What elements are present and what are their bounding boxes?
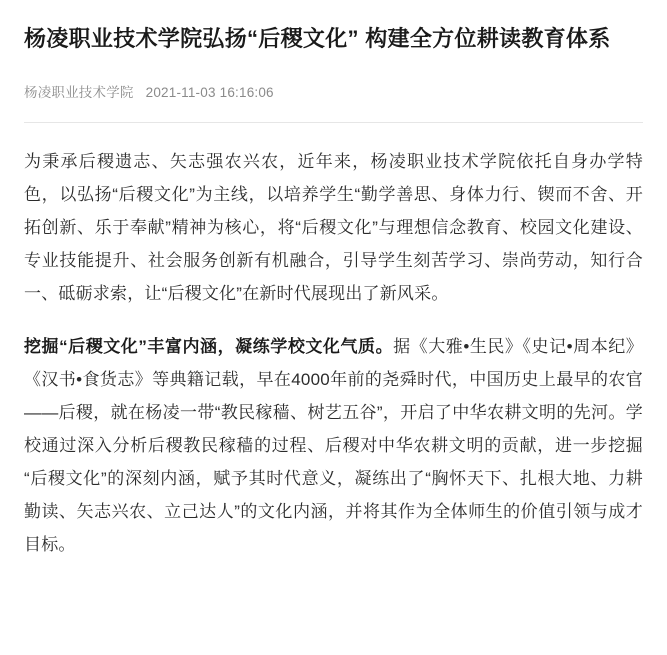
header-divider [24,122,643,123]
article-body [24,145,643,561]
paragraph-text: 据《大雅•生民》《史记•周本纪》《汉书•食货志》等典籍记载，早在4000年前的尧舜时代，中国历史上最早的农官——后稷，就在杨凌一带“教民稼穑、树艺五谷”，开启了中华农耕文明的先河。学校通过深入分析后稷教民稼穑的过程、后稷对中华农耕文明的贡献，进一步挖掘“后稷文化”的深刻内涵，赋予其时代意义，凝练出了“胸怀天下、扎根大地、力耕勤读、矢志兴农、立己达人”的文化内涵，并将其作为全体师生的价值引领与成才目标。 [24,337,643,554]
article-meta [24,84,643,102]
paragraph-lead: 挖掘“后稷文化”丰富内涵，凝练学校文化气质。 [24,337,394,356]
page-title: 杨凌职业技术学院弘扬“后稷文化” 构建全方位耕读教育体系 [24,26,611,51]
article-paragraph [24,330,643,561]
article-paragraph: 为秉承后稷遗志、矢志强农兴农，近年来，杨凌职业技术学院依托自身办学特色，以弘扬“后稷文化”为主线，以培养学生“勤学善思、身体力行、锲而不舍、开拓创新、乐于奉献”精神为核心，将“后稷文化”与理想信念教育、校园文化建设、专业技能提升、社会服务创新有机融合，引导学生刻苦学习、崇尚劳动，知行合一、砥砺求索，让“后稷文化”在新时代展现出了新风采。 [24,152,643,303]
article-timestamp: 2021-11-03 16:16:06 [145,85,274,100]
article-source: 杨凌职业技术学院 [24,85,134,100]
